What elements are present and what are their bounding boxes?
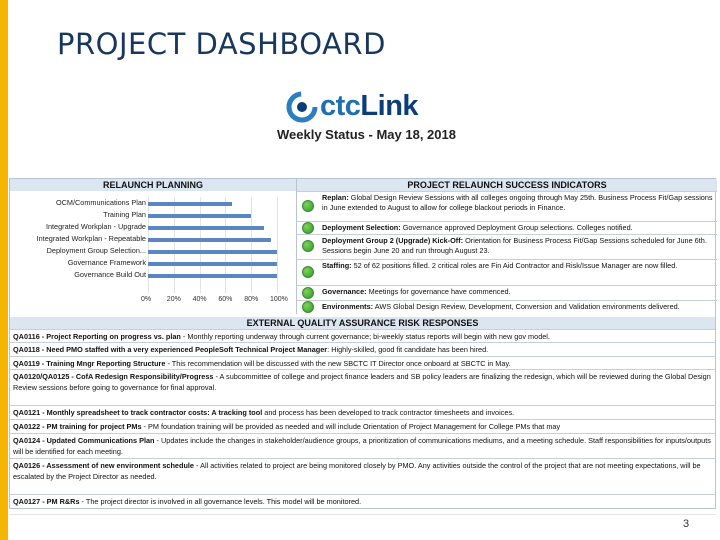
indicator-row <box>297 285 717 300</box>
status-green-icon <box>302 222 314 234</box>
success-indicators-panel <box>296 179 717 314</box>
gridline <box>174 197 175 293</box>
risk-detail: - Monthly reporting underway through current governance; bi-weekly status reports will begin with new gov model. <box>180 332 550 341</box>
status-green-icon <box>302 200 314 212</box>
indicator-text <box>322 287 714 297</box>
accent-bar <box>0 0 8 540</box>
indicator-detail: Meetings for governance have commenced. <box>366 287 511 296</box>
logo-wordmark <box>320 90 418 123</box>
risk-detail: - Updates include the changes in stakeholder/audience groups, a prioritization of communications mediums, and a meeting schedule. Staff responsibilities for inputs/outputs will be identified for each meeting. <box>13 436 711 456</box>
risk-label: QA0116 - Project Reporting on progress vs. plan <box>13 332 181 341</box>
logo-text-link: Link <box>360 90 419 122</box>
gridline <box>277 197 278 293</box>
status-green-icon <box>302 301 314 313</box>
category-label: Training Plan <box>103 210 146 219</box>
progress-bar <box>148 202 232 206</box>
indicator-detail: Governance approved Deployment Group selections. Colleges notified. <box>400 223 633 232</box>
indicator-label: Staffing: <box>322 261 352 270</box>
risk-label: QA0122 - PM training for project PMs <box>13 422 142 431</box>
indicator-label: Deployment Selection: <box>322 223 401 232</box>
indicator-row <box>297 259 717 285</box>
risk-label: QA0127 - PM R&Rs <box>13 497 80 506</box>
risk-detail: - The project director is involved in all governance levels. This model will be monitored. <box>79 497 362 506</box>
x-tick-label: 40% <box>192 296 207 303</box>
logo-text-ctc: ctc <box>320 90 361 122</box>
progress-bar <box>148 262 277 266</box>
logo-swirl-icon <box>286 91 318 123</box>
success-indicators-heading: PROJECT RELAUNCH SUCCESS INDICATORS <box>297 179 717 191</box>
indicator-row <box>297 191 717 221</box>
risk-response-row <box>10 419 715 433</box>
status-green-icon <box>302 240 314 252</box>
category-label: Governance Build Out <box>74 270 146 279</box>
progress-bar <box>148 250 277 254</box>
indicator-detail: 52 of 62 positions filled. 2 critical roles are Fin Aid Contractor and Risk/Issue Manager are now filled. <box>351 261 678 270</box>
indicator-row <box>297 234 717 259</box>
gridline <box>251 197 252 293</box>
risk-detail: - This recommendation will be discussed with the new SBCTC IT Director once onboard at SBCTC in May. <box>165 359 511 368</box>
status-green-icon <box>302 287 314 299</box>
risk-response-row <box>10 329 715 342</box>
progress-bar <box>148 274 277 278</box>
risk-detail: : Highly-skilled, good fit candidate has been hired. <box>327 345 489 354</box>
risk-detail: - All activities related to project are being monitored closely by PMO. Any activities outside the control of the project that are not meeting expectations, will be escalated by the Project Director as needed. <box>13 461 701 481</box>
category-label: Integrated Workplan - Repeatable <box>36 234 146 243</box>
indicator-row <box>297 300 717 314</box>
risk-label: QA0119 - Training Mngr Reporting Structure <box>13 359 166 368</box>
gridline <box>225 197 226 293</box>
x-tick-label: 80% <box>244 296 259 303</box>
risk-response-row <box>10 458 715 494</box>
progress-bar <box>148 214 251 218</box>
indicator-text <box>322 223 714 233</box>
risk-response-row <box>10 342 715 356</box>
page-number: 3 <box>683 518 690 530</box>
x-tick-label: 20% <box>166 296 181 303</box>
gridline <box>200 197 201 293</box>
footer-rule <box>9 514 716 515</box>
indicator-detail: Orientation for Business Process Fit/Gap Sessions scheduled for June 6th. Sessions begin June 20 and run through August 23. <box>322 236 707 255</box>
page-title: PROJECT DASHBOARD <box>57 27 386 61</box>
status-report <box>9 178 716 509</box>
relaunch-planning-panel <box>10 179 296 314</box>
relaunch-planning-heading: RELAUNCH PLANNING <box>10 179 296 191</box>
indicator-label: Environments: <box>322 302 374 311</box>
progress-bar <box>148 226 264 230</box>
indicator-text <box>322 193 714 213</box>
indicator-label: Deployment Group 2 (Upgrade) Kick-Off: <box>322 236 464 245</box>
status-green-icon <box>302 266 314 278</box>
progress-bar <box>148 238 271 242</box>
risk-response-row <box>10 405 715 419</box>
category-label: Integrated Workplan - Upgrade <box>45 222 146 231</box>
risk-detail: - PM foundation training will be provided as needed and will include Orientation of Project Management for College PMs that may <box>141 422 561 431</box>
indicator-text <box>322 302 714 312</box>
indicator-label: Replan: <box>322 193 349 202</box>
risk-responses-heading: EXTERNAL QUALITY ASSURANCE RISK RESPONSES <box>10 317 715 329</box>
x-tick-label: 60% <box>218 296 233 303</box>
x-tick-label: 100% <box>270 296 288 303</box>
risk-detail: - A subcommittee of college and project finance leaders and SB policy leaders are finalizing the redesign, which will be reviewed during the Global Design Review sessions before going to governance for final approval. <box>13 372 711 392</box>
risk-label: QA0124 - Updated Communications Plan <box>13 436 155 445</box>
x-tick-label: 0% <box>141 296 152 303</box>
weekly-status-heading: Weekly Status - May 18, 2018 <box>277 127 456 142</box>
ctclink-logo <box>286 90 436 124</box>
risk-detail: and process has been developed to track contractor timesheets and invoices. <box>262 408 515 417</box>
indicator-row <box>297 221 717 234</box>
gridline <box>148 197 149 293</box>
risk-response-row <box>10 369 715 405</box>
risk-label: QA0120/QA0125 - CofA Redesign Responsibility/Progress <box>13 372 214 381</box>
relaunch-planning-chart <box>10 191 296 314</box>
category-label: OCM/Communications Plan <box>55 198 146 207</box>
category-label: Governance Framework <box>67 258 146 267</box>
category-label: Deployment Group Selection... <box>46 246 146 255</box>
risk-response-row <box>10 356 715 369</box>
indicator-label: Governance: <box>322 287 367 296</box>
risk-label: QA0126 - Assessment of new environment schedule <box>13 461 194 470</box>
indicator-detail: AWS Global Design Review, Development, Conversion and Validation environments delivered. <box>373 302 680 311</box>
risk-response-row <box>10 433 715 458</box>
risk-response-row <box>10 494 715 509</box>
indicator-detail: Global Design Review Sessions with all colleges ongoing through May 25th. Business Process Fit/Gap sessions in June extended to August to allow for college blackout periods in Finance. <box>322 193 713 212</box>
indicator-text <box>322 261 714 271</box>
risk-label: QA0121 - Monthly spreadsheet to track contractor costs: A tracking tool <box>13 408 263 417</box>
risk-label: QA0118 - Need PMO staffed with a very experienced PeopleSoft Technical Project Manager <box>13 345 328 354</box>
indicator-text <box>322 236 714 256</box>
